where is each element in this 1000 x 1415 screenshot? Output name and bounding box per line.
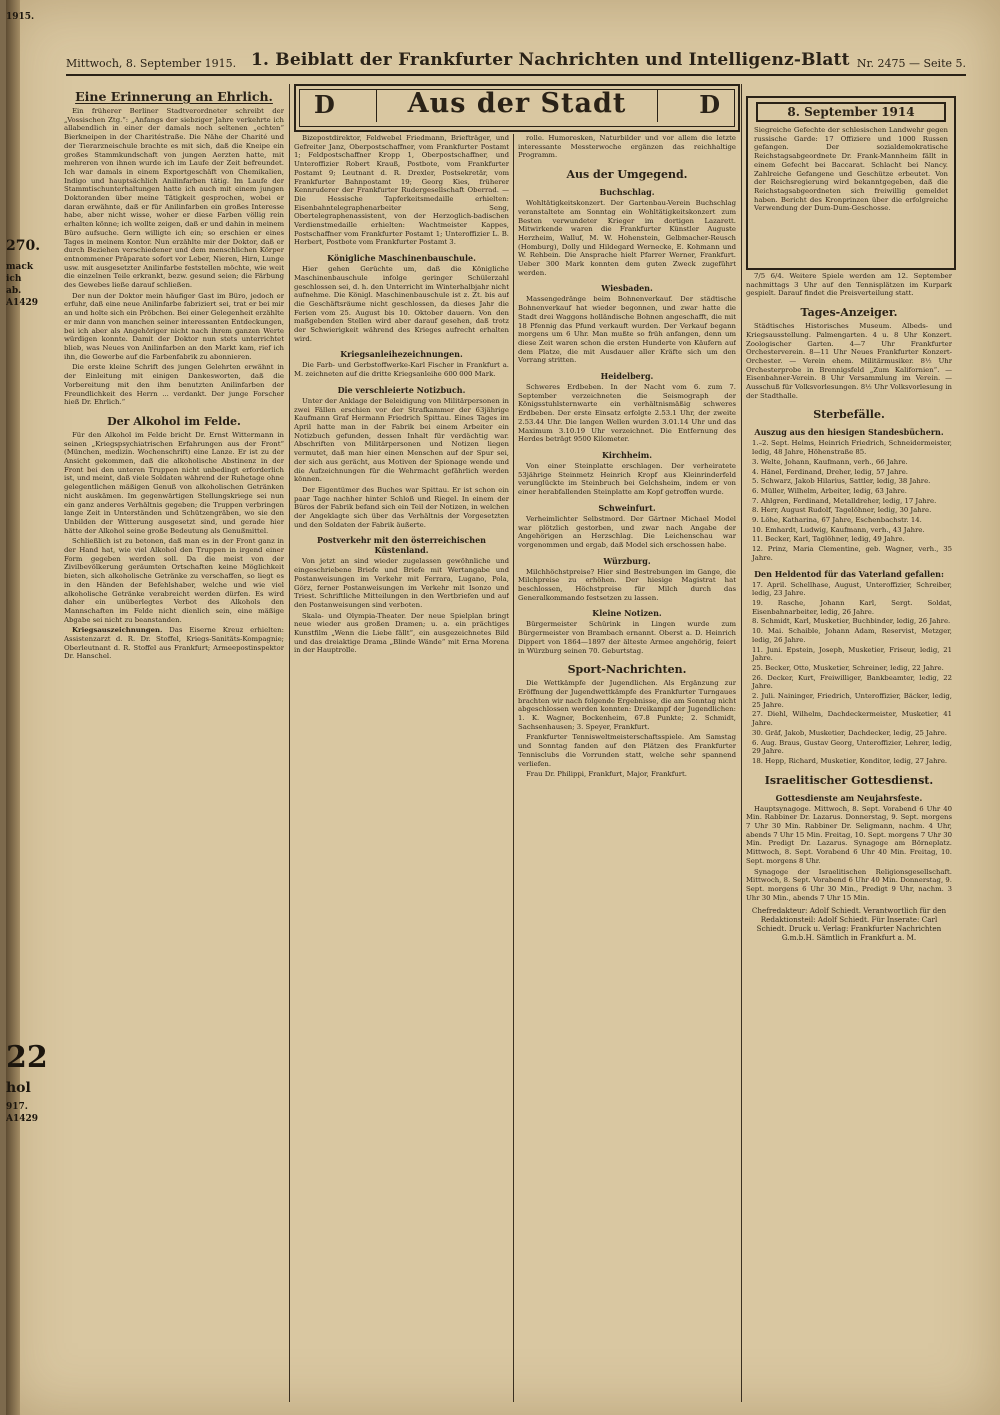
article-paragraph: Hauptsynagoge. Mittwoch, 8. Sept. Vorabend 6 Uhr 40 Min. Rabbiner Dr. Lazarus. Donnerstag, 9. Sept. morgens 7 Uhr 30 Min. Rabbiner Dr. Seligmann, nachm. 4 Uhr, abends 7 Uhr 15 Min. Freitag, 10. Sept. morgens 7 Uhr 30 Min. Predigt Dr. Lazarus. Synagoge am Börneplatz. Mittwoch, 8. Sept. Vorabend 6 Uhr 40 Min. Freitag, 10. Sept. morgens 8 Uhr. — [746, 804, 952, 865]
masthead — [66, 48, 966, 76]
article-paragraph: Der Eigentümer des Buches war Spittau. Er ist schon ein paar Tage nachher hinter Schloß und Riegel. In einem der Büros der Fabrik befand sich ein Teil der Notizen, in welchen der Angeklagte sich über das Verhältnis der Vorgesetzten und den Soldaten der Fabrik äußerte. — [294, 485, 509, 529]
article-paragraph: 7/5 6/4. Weitere Spiele werden am 12. September nachmittags 3 Uhr auf den Tennisplätzen im Kurpark gespielt. Darauf findet die Preisverteilung statt. — [746, 272, 952, 298]
list-item: 2. Juli. Naininger, Friedrich, Unteroffizier, Bäcker, ledig, 25 Jahre. — [752, 692, 952, 709]
article-paragraph: Der nun der Doktor mein häufiger Gast im Büro, jedoch er erfuhr, daß eine neue Anilinfarbe fabriziert sei, trat er bei mir an und holte sich ein Pröbchen. Bei einer Gelegenheit erzählte er mir dann von manchen seiner interessanten Entdeckungen, bei ich aber als Angehöriger nicht nach ihrem ganzen Werte würdigen konnte. Damit der Doktor nun stets unterrichtet blieb, was Neues von Anilinfarben an den Markt kam, rief ich ihn, die Gewerbe auf die Farbenfabrik zu abonnieren. — [64, 291, 284, 361]
article-headline: Kriegsanleihezeichnungen. — [340, 349, 463, 360]
list-item: 8. Herr, August Rudolf, Tagelöhner, ledig, 30 Jahre. — [752, 506, 932, 515]
list-item: 6. Aug. Braus, Gustav Georg, Unteroffizier, Lehrer, ledig, 29 Jahre. — [752, 738, 952, 756]
article-paragraph: Unter der Anklage der Beleidigung von Militärpersonen in zwei Fällen erschien vor der Strafkammer der 63jährige Kaufmann Graf Hermann Friedrich Spittau. Eines Tages im April hatte man in der Fabrik bei einem Arbeiter ein Notizbuch gefunden, dessen Inhalt für verdächtig war. Abschriften von Militärpersonen und Notizen liegen vermutet, daß man hier einen Menschen auf der Spur sei, der sich aus gerächt, aus Motiven der Spionage wende und die Aufzeichnungen für die Wehrmacht gefährlich werden können. — [294, 396, 509, 484]
article-paragraph: rolle. Humoresken, Naturbilder und vor allem die letzte interessante Messterwoche ergänzen das reichhaltige Programm. — [518, 134, 736, 160]
column-1 — [64, 84, 284, 1402]
notice-text: Das Eiserne Kreuz erhielten: Assistenzarzt d. R. Dr. Stoffel, Kriegs-Sanitäts-Kompagnie; Oberleutnant d. R. Stoffel aus Frankfurt; Armeepostinspektor Dr. Hanschel. — [64, 626, 284, 661]
list-item: 6. Müller, Wilhelm, Arbeiter, ledig, 63 Jahre. — [752, 486, 907, 495]
section-headline: Sport-Nachrichten. — [567, 663, 687, 677]
column-2 — [294, 134, 509, 1402]
article-paragraph: Skala- und Olympia-Theater. Der neue Spielplan bringt neue wieder aus großen Dramen; u. a. ein prächtiges Kunstfilm „Wenn die Liebe fällt“, ein ausgezeichnetes Bild und das dreiaktige Drama „Blinde Wände“ mit Erna Morena in der Hauptrolle. — [294, 611, 509, 655]
issue-number: Nr. 2475 — Seite 5. — [856, 57, 966, 70]
adjacent-page-edge — [6, 0, 20, 1415]
newspaper-title: 1. Beiblatt der Frankfurter Nachrichten und Intelligenz-Blatt — [251, 50, 850, 70]
article-paragraph: Schließlich ist zu betonen, daß man es in der Front ganz in der Hand hat, wie viel Alkohol den Truppen in irgend einer Form gegeben werden soll. Da die meist von der Zivilbevölkerung geräumten Ortschaften keine Möglichkeit bieten, sich alkoholische Getränke zu verschaffen, so liegt es in den Händen der Befehlshaber, welche und wie viel alkoholische Getränke verabreicht werden dürfen. Es wird daher ein unüberlegtes Verbot des Alkohols den Mannschaften im Felde nicht dienlich sein, eine mäßige Abgabe sei nicht zu beanstanden. — [64, 537, 284, 624]
article-paragraph: Milchhöchstpreise? Hier sind Bestrebungen im Gange, die Milchpreise zu erhöhen. Der hiesige Magistrat hat beschlossen, Höchstpreise für Milch durch das Generalkommando festsetzen zu lassen. — [518, 567, 736, 602]
section-headline: Sterbefälle. — [813, 408, 885, 422]
adjacent-page-fragment: 22 — [6, 1040, 48, 1075]
column-rule — [289, 84, 290, 1402]
article-paragraph: Bürgermeister Schürink in Lingen wurde zum Bürgermeister von Brambach ernannt. Oberst a. D. Heinrich Dippert von 1864—1897 der älteste Armee angehörig, feiert in Würzburg seinen 70. Geburtstag. — [518, 620, 736, 655]
list-item: 4. Hänel, Ferdinand, Dreher, ledig, 57 Jahre. — [752, 467, 908, 476]
fallen-notices — [746, 581, 952, 766]
section-title: Aus der Stadt — [407, 88, 627, 119]
article-headline: Postverkehr mit den österreichischen Küstenland. — [316, 535, 486, 556]
article-paragraph: Frankfurter Tennisweltmeisterschaftsspiele. Am Samstag und Sonntag fanden auf den Plätzen des Frankfurter Tennisclubs die Vorrunden statt, welche sehr spannend verliefen. — [518, 733, 736, 768]
adjacent-page-fragment: 1915. — [6, 12, 35, 22]
list-item: 8. Schmidt, Karl, Musketier, Buchbinder, ledig, 26 Jahre. — [752, 617, 951, 626]
list-item: 27. Diehl, Wilhelm, Dachdeckermeister, Musketier, 41 Jahre. — [752, 710, 952, 728]
adjacent-page-fragment: 917. — [6, 1102, 28, 1112]
article-paragraph: Massengedränge beim Bohnenverkauf. Der städtische Bohnenverkauf hat wieder begonnen, und zwar hatte die Stadt drei Waggons holländische Bohnen angeschafft, die mit 18 Pfennig das Pfund verkauft wurden. Der Verkauf begann morgens um 6 Uhr. Man mußte so früh anfangen, denn um diese Zeit waren schon die ersten Hunderte von Käufern auf dem Platze, die mit Ausdauer aller Kräfte sich um den Vorrang stritten. — [518, 295, 736, 365]
ornament-right: D — [699, 90, 720, 119]
list-item: 10. Mai. Schaible, Johann Adam, Reservist, Metzger, ledig, 26 Jahre. — [752, 627, 952, 644]
section-headline: Aus der Umgegend. — [566, 168, 688, 182]
article-paragraph: Die Farb- und Gerbstoffwerke-Karl Fischer in Frankfurt a. M. zeichneten auf die dritte Kriegsanleihe 600 000 Mark. — [294, 361, 509, 379]
list-item: 10. Emhardt, Ludwig, Kaufmann, verh., 43 Jahre. — [752, 525, 925, 534]
article-paragraph: Ein früherer Berliner Stadtverordneter schreibt der „Vossischen Ztg.“: „Anfangs der siebziger Jahre verkehrte ich allabendlich in einer der damals noch seltenen „echten“ Bierkneipen in der Charitéstraße. Die Nähe der Charité und der Tierarzneischule brachte es mit sich, daß die Kneipe ein großes Stammkundschaft von jungen Aerzten hatte, mit mehreren von ihnen wurde ich im Laufe der Zeit befreundet. Ich war damals in einem Exportgeschäft von Chemikalien, Indigo und hauptsächlich Anilinfarben tätig. Im Laufe der Stammtischunterhaltungen hatte ich auch mit einem jungen Doktoranden über meine Tätigkeit gesprochen, wobei er daran erwähnte, daß er für Anilinfarben ein großes Interesse habe, aber nicht wisse, woher er diese Farben völlig rein erhalten könne; ich wollte zeigen, daß er und dahin in meinem Büro aufsuche. Gern willigte ich ein; so erschien er eines Tages in meinem Kontor. Nun erzählte mir der Doktor, daß er durch Beziehen verschiedener und dem menschlichen Körper entnommener Präparate sofort vor Leber, Nieren, Hirn, Lunge usw. mit ausgesetzter Anilinfarbe feststellen möchte, wie weit die einzelnen Teile erkrankt, bezw. gesund seien; die Färbung des Gewebes ließe darauf schließen. — [64, 107, 284, 290]
article-paragraph: Von jetzt an sind wieder zugelassen gewöhnliche und eingeschriebene Briefe und Briefe mit Wertangabe und Postanweisungen im Verkehr mit Ferrara, Lugano, Pola, Görz, ferner Postanweisungen im Verkehr mit Isonzo und Triest. Schriftliche Mitteilungen in den Wertbriefen und auf den Postanweisungen sind verboten. — [294, 557, 509, 609]
article-paragraph: Schweres Erdbeben. In der Nacht vom 6. zum 7. September verzeichneten die Seismograph der Königsstuhlsternwarte ein verhältnismäßig schweres Erdbeben. Der erste Einsatz erfolgte 2.53.1 Uhr, der zweite 2.53.44 Uhr. Die langen Wellen wurden 3.01.14 Uhr und das Maximum 3.10.19 Uhr verzeichnet. Die Entfernung des Herdes beträgt 9500 Kilometer. — [518, 383, 736, 444]
death-notices — [746, 439, 952, 562]
anniversary-box — [746, 96, 956, 270]
list-item: 1.–2. Sept. Helms, Heinrich Friedrich, Schneidermeister, ledig, 48 Jahre, Höhenstraße 85. — [752, 439, 952, 457]
adjacent-page-fragment: hol — [6, 1080, 31, 1096]
subheading: Gottesdienste am Neujahrsfeste. — [775, 792, 923, 803]
adjacent-page-fragment: 270. — [6, 238, 41, 254]
article-headline: Die verschleierte Notizbuch. — [337, 384, 466, 395]
article-headline: Königliche Maschinenbauschule. — [327, 253, 476, 264]
notice-heading: Kriegsauszeichnungen. — [72, 626, 163, 635]
place-heading: Kirchheim. — [601, 449, 653, 460]
ornament-left: D — [314, 90, 335, 119]
newspaper-page — [6, 0, 1000, 1415]
place-heading: Wiesbaden. — [601, 283, 653, 294]
list-item: 5. Schwarz, Jakob Hilarius, Sattler, ledig, 38 Jahre. — [752, 477, 931, 486]
list-item: 18. Hepp, Richard, Musketier, Konditor, ledig, 27 Jahre. — [752, 756, 948, 765]
place-heading: Kleine Notizen. — [592, 608, 662, 619]
list-item: 25. Becker, Otto, Musketier, Schreiner, ledig, 22 Jahre. — [752, 663, 944, 672]
place-heading: Würzburg. — [603, 555, 651, 566]
list-item: 26. Decker, Kurt, Freiwilliger, Bankbeamter, ledig, 22 Jahre. — [752, 673, 952, 691]
column-3 — [518, 134, 736, 1402]
article-paragraph: Frau Dr. Philippi, Frankfurt, Major, Frankfurt. — [526, 770, 687, 779]
article-paragraph: Für den Alkohol im Felde bricht Dr. Ernst Wittermann in seinen „Kriegspsychiatrischen Erfahrungen aus der Front“ (München, medizin. Wochenschrift) eine Lanze. Er ist zu der Ansicht gekommen, daß die alkoholische Abstinenz in der Front bei den unteren Truppen nicht unbedingt erforderlich ist, und meint, daß viele Soldaten während der Ruhetage ohne gelegentlichen mäßigen Genuß von alkoholischen Getränken nicht auskämen. Im gegenwärtigen Stellungskriege sei nun ein ganz anderes Verhältnis gegeben; die Truppen verbringen lange Zeit in Unterständen und Schützengräben, wo sie den Unbilden der Witterung ausgesetzt sind, und gerade hier hätte der Alkohol seine große Bedeutung als Genußmittel. — [64, 430, 284, 535]
subheading: Den Heldentod für das Vaterland gefallen: — [754, 568, 944, 579]
list-item: 11. Juni. Epstein, Joseph, Musketier, Friseur, ledig, 21 Jahre. — [752, 645, 952, 663]
article-paragraph: Von einer Steinplatte erschlagen. Der verheiratete 53jährige Steinmetz Heinrich Kropf aus Kleinrinderfeld verunglückte im Steinbruch bei Gelchsheim, indem er von einer herabfallenden Steinplatte am Kopf getroffen wurde. — [518, 461, 736, 497]
adjacent-page-fragment: A1429 — [6, 298, 39, 308]
imprint: Chefredakteur: Adolf Schiedt. Verantwortlich für den Redaktionsteil: Adolf Schiedt. Für Inserate: Carl Schiedt. Druck u. Verlag: Frankfurter Nachrichten G.m.b.H. Sämtlich in Frankfurt a. M. — [751, 906, 947, 943]
article-paragraph — [64, 626, 284, 661]
article-headline: Der Alkohol im Felde. — [107, 414, 241, 428]
anniversary-text: Siegreiche Gefechte der schlesischen Landwehr gegen russische Garde: 17 Offiziere und 1000 Russen gefangen. Der sozialdemokratische Reichstagsabgeordnete Dr. Frank-Mannheim fällt in einem Gefecht bei Baccarat. Schlacht bei Nancy. Zahlreiche Gefangene und Geschütze erbeutet. Von der Reichsregierung wird bekanntgegeben, daß die Reichstagsabgeordneten sich freiwillig gemeldet haben. Bericht des Kronprinzen über die erfolgreiche Verwendung der Dum-Dum-Geschosse. — [754, 126, 948, 213]
list-item: 7. Ahlgren, Ferdinand, Metalldreher, ledig, 17 Jahre. — [752, 496, 937, 505]
adjacent-page-fragment: ab. — [6, 286, 22, 296]
issue-date: Mittwoch, 8. September 1915. — [66, 57, 237, 70]
place-heading: Buchschlag. — [599, 187, 655, 198]
list-item: 3. Welte, Johann, Kaufmann, verh., 66 Jahre. — [752, 457, 908, 466]
list-item: 17. April. Schellhase, August, Unteroffizier, Schreiber, ledig, 23 Jahre. — [752, 580, 952, 598]
list-item: 11. Becker, Karl, Taglöhner, ledig, 49 Jahre. — [752, 535, 905, 544]
article-paragraph: Die erste kleine Schrift des jungen Gelehrten erwähnt in der Einleitung mit einigen Dankesworten, daß die Vorbereitung mit den ihm benutzten Anilinfarben der Freundlichkeit des Herrn ... verdankt. Der junge Forscher hieß Dr. Ehrlich.“ — [64, 363, 284, 407]
section-banner — [294, 84, 740, 132]
column-rule — [513, 134, 514, 1402]
section-headline: Israelitischer Gottesdienst. — [764, 773, 934, 787]
list-item: 30. Gräf, Jakob, Musketier, Dachdecker, ledig, 25 Jahre. — [752, 728, 947, 737]
place-heading: Schweinfurt. — [598, 502, 656, 513]
list-item: 12. Prinz, Maria Clementine, geb. Wagner, verh., 35 Jahre. — [752, 545, 952, 562]
anniversary-date: 8. September 1914 — [756, 102, 946, 122]
adjacent-page-fragment: mack — [6, 262, 34, 272]
subheading: Auszug aus den hiesigen Standesbüchern. — [754, 427, 944, 438]
adjacent-page-fragment: A1429 — [6, 1114, 39, 1124]
list-item: 9. Löhe, Katharina, 67 Jahre, Eschenbachstr. 14. — [752, 516, 922, 525]
article-paragraph: Die Wettkämpfe der Jugendlichen. Als Ergänzung zur Eröffnung der Jugendwettkämpfe des Frankfurter Turngaues brachten wir nach folgende Ergebnisse, die am Sonntag nicht abgeschlossen werden konnten: Dreikampf der Jugendlichen: 1. K. Wagner, Bockenheim, 67.8 Punkte; 2. Schmidt, Sachsenhausen; 3. Speyer, Frankfurt. — [518, 679, 736, 731]
column-rule — [741, 84, 742, 1402]
article-paragraph: Bizepostdirektor, Feldwebel Friedmann, Briefträger, und Gefreiter Janz, Oberpostschaffner, vom Frankfurter Postamt 1; Feldpostschaffner Kropp 1, Oberpostschaffner, und Unteroffizier Robert Krauß, Postbote, vom Frankfurter Postamt 9; Leutnant d. R. Drexler, Postsekretär, vom Frankfurter Bahnpostamt 19; Georg Kies, früherer Kennruderer der Frankfurter Rudergesellschaft Oberrad. — Die Hessische Tapferkeitsmedaille erhielten: Eisenbahntelegraphenarbeiter Seng, Obertelegraphenassistent, von der Herzoglich-badischen Verdienstmedaille erhielten: Wachtmeister Kappes, Postschaffner vom Frankfurter Postamt 1; Unteroffizier L. B. Herbert, Postbote vom Frankfurter Postamt 3. — [294, 134, 509, 247]
article-paragraph: Städtisches Historisches Museum. Albeds- und Kriegsausstellung. Palmengarten. 4 u. 8 Uhr Konzert. Zoologischer Garten. 4—7 Uhr Frankfurter Orchesterverein. 8—11 Uhr Neues Frankfurter Konzert-Orchester. — Verein ehem. Militärmusiker. 8½ Uhr Orchesterprobe in Brennigsfeld „Zum Kalifornien“. — Eisenbahner-Verein. 8 Uhr Versammlung im Verein. — Ausschuß für Volksvorlesungen. 8½ Uhr Volksvorlesung in der Stadthalle. — [746, 322, 952, 400]
article-headline: Eine Erinnerung an Ehrlich. — [75, 89, 273, 104]
adjacent-page-fragment: ich — [6, 274, 22, 284]
section-headline: Tages-Anzeiger. — [800, 306, 898, 320]
article-paragraph: Verheimlichter Selbstmord. Der Gärtner Michael Model war plötzlich gestorben, und zwar nach Angabe der Angehörigen an Herzschlag. Die Leichenschau war vorgenommen und ergab, daß Model sich erschossen habe. — [518, 514, 736, 549]
column-4 — [746, 272, 952, 1402]
article-paragraph: Wohltätigkeitskonzert. Der Gartenbau-Verein Buchschlag veranstaltete am Sonntag ein Wohltätigkeitskonzert zum Besten verwundeter Krieger im dortigen Lazarett. Mitwirkende waren die Frankfurter Künstler Auguste Herzheim, Walluf, M. W. Hohenstein, Gelbmacher-Reusch (Homburg), Dolly und Hildegard Wernecke, E. Kohmann und W. Rehbein. Die Ansprache hielt Pfarrer Werner, Frankfurt. Ueber 300 Mark konnten dem guten Zweck zugeführt werden. — [518, 199, 736, 277]
article-paragraph: Hier gehen Gerüchte um, daß die Königliche Maschinenbauschule infolge geringer Schülerzahl geschlossen sei, d. h. den Unterricht im Winterhalbjahr nicht aufnehme. Die Königl. Maschinenbauschule ist z. Zt. bis auf die Geschäftsräume nicht geschlossen, da dieses Jahr die Ferien vom 25. August bis 10. Oktober dauern. Von den maßgebenden Stellen wird aber darauf gesehen, daß trotz der Schwierigkeit während des Krieges aufrecht erhalten wird. — [294, 265, 509, 343]
article-paragraph: Synagoge der Israelitischen Religionsgesellschaft. Mittwoch, 8. Sept. Vorabend 6 Uhr 40 Min. Donnerstag, 9. Sept. morgens 6 Uhr 30 Min., Predigt 9 Uhr, nachm. 3 Uhr 30 Min., abends 7 Uhr 15 Min. — [746, 867, 952, 902]
place-heading: Heidelberg. — [600, 371, 654, 382]
list-item: 19. Rasche, Johann Karl, Sergt. Soldat, Eisenbahnarbeiter, ledig, 26 Jahre. — [752, 598, 952, 616]
